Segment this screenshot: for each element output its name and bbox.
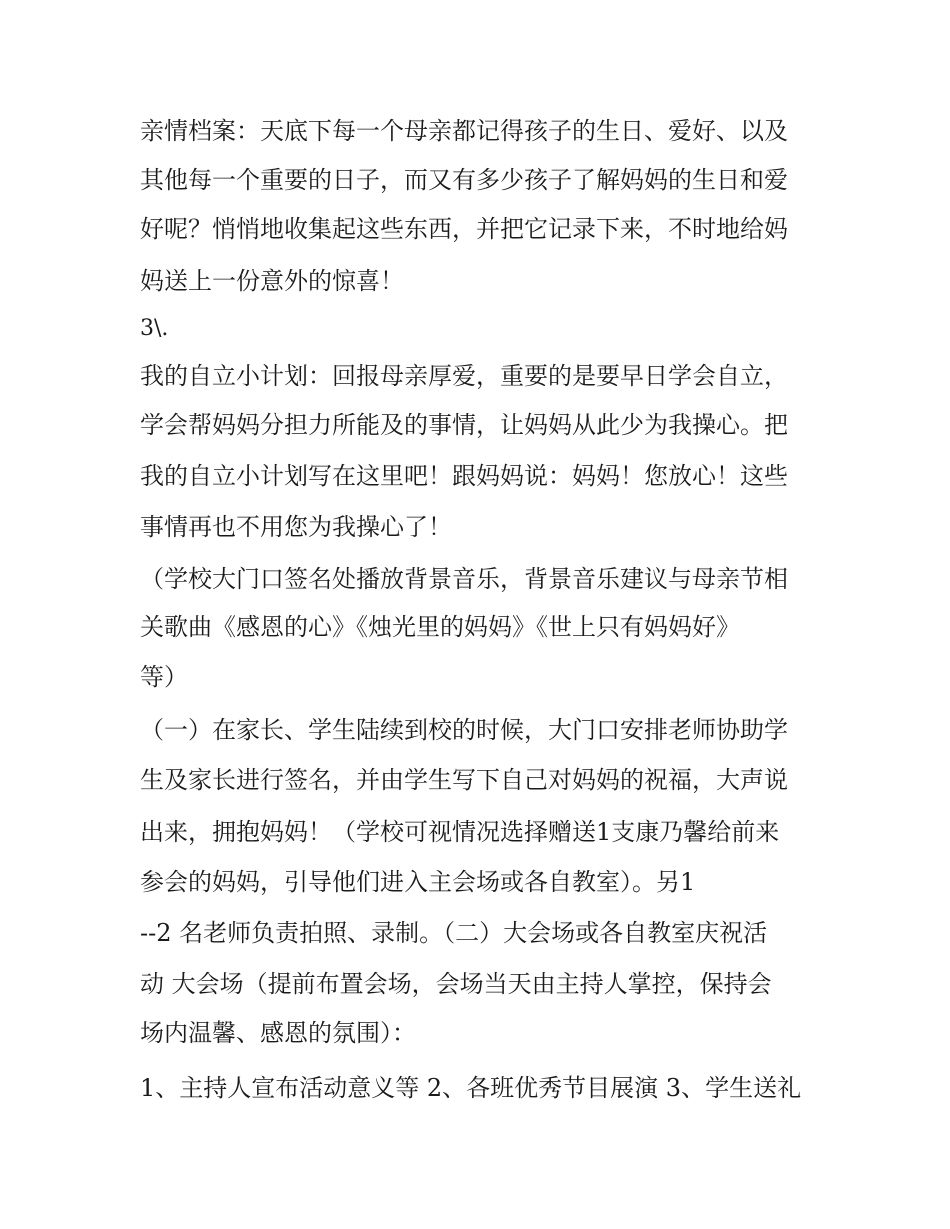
text-line: 亲情档案：天底下每一个母亲都记得孩子的生日、爱好、以及 [140, 117, 788, 145]
text-line: 事情再也不用您为我操心了！ [140, 513, 452, 541]
text-line: （一）在家长、学生陆续到校的时候，大门口安排老师协助学 [140, 716, 788, 744]
text-line: 我的自立小计划：回报母亲厚爱，重要的是要早日学会自立， [140, 362, 788, 390]
text-line: 关歌曲《感恩的心》《烛光里的妈妈》《世上只有妈妈好》 [140, 613, 740, 641]
text-line: 1、主持人宣布活动意义等 2、各班优秀节目展演 3、学生送礼 [140, 1074, 802, 1102]
text-line: --2 名老师负责拍照、录制。（二）大会场或各自教室庆祝活 [140, 919, 768, 947]
text-line: 妈送上一份意外的惊喜！ [140, 267, 404, 295]
text-line: 生及家长进行签名，并由学生写下自己对妈妈的祝福，大声说 [140, 766, 788, 794]
text-line: 场内温馨、感恩的氛围）： [140, 1019, 416, 1047]
text-line: 其他每一个重要的日子，而又有多少孩子了解妈妈的生日和爱 [140, 166, 788, 194]
text-line: 等） [140, 663, 188, 691]
text-line: （学校大门口签名处播放背景音乐，背景音乐建议与母亲节相 [140, 565, 788, 593]
text-line: 动 大会场（提前布置会场，会场当天由主持人掌控，保持会 [140, 970, 772, 998]
text-line: 出来，拥抱妈妈！（学校可视情况选择赠送1支康乃馨给前来 [140, 818, 780, 846]
text-line: 学会帮妈妈分担力所能及的事情，让妈妈从此少为我操心。把 [140, 411, 788, 439]
text-line: 好呢？悄悄地收集起这些东西，并把它记录下来，不时地给妈 [140, 215, 788, 243]
text-line: 我的自立小计划写在这里吧！跟妈妈说：妈妈！您放心！这些 [140, 462, 788, 490]
text-line: 参会的妈妈，引导他们进入主会场或各自教室）。另1 [140, 868, 696, 896]
section-number: 3\. [140, 316, 169, 341]
